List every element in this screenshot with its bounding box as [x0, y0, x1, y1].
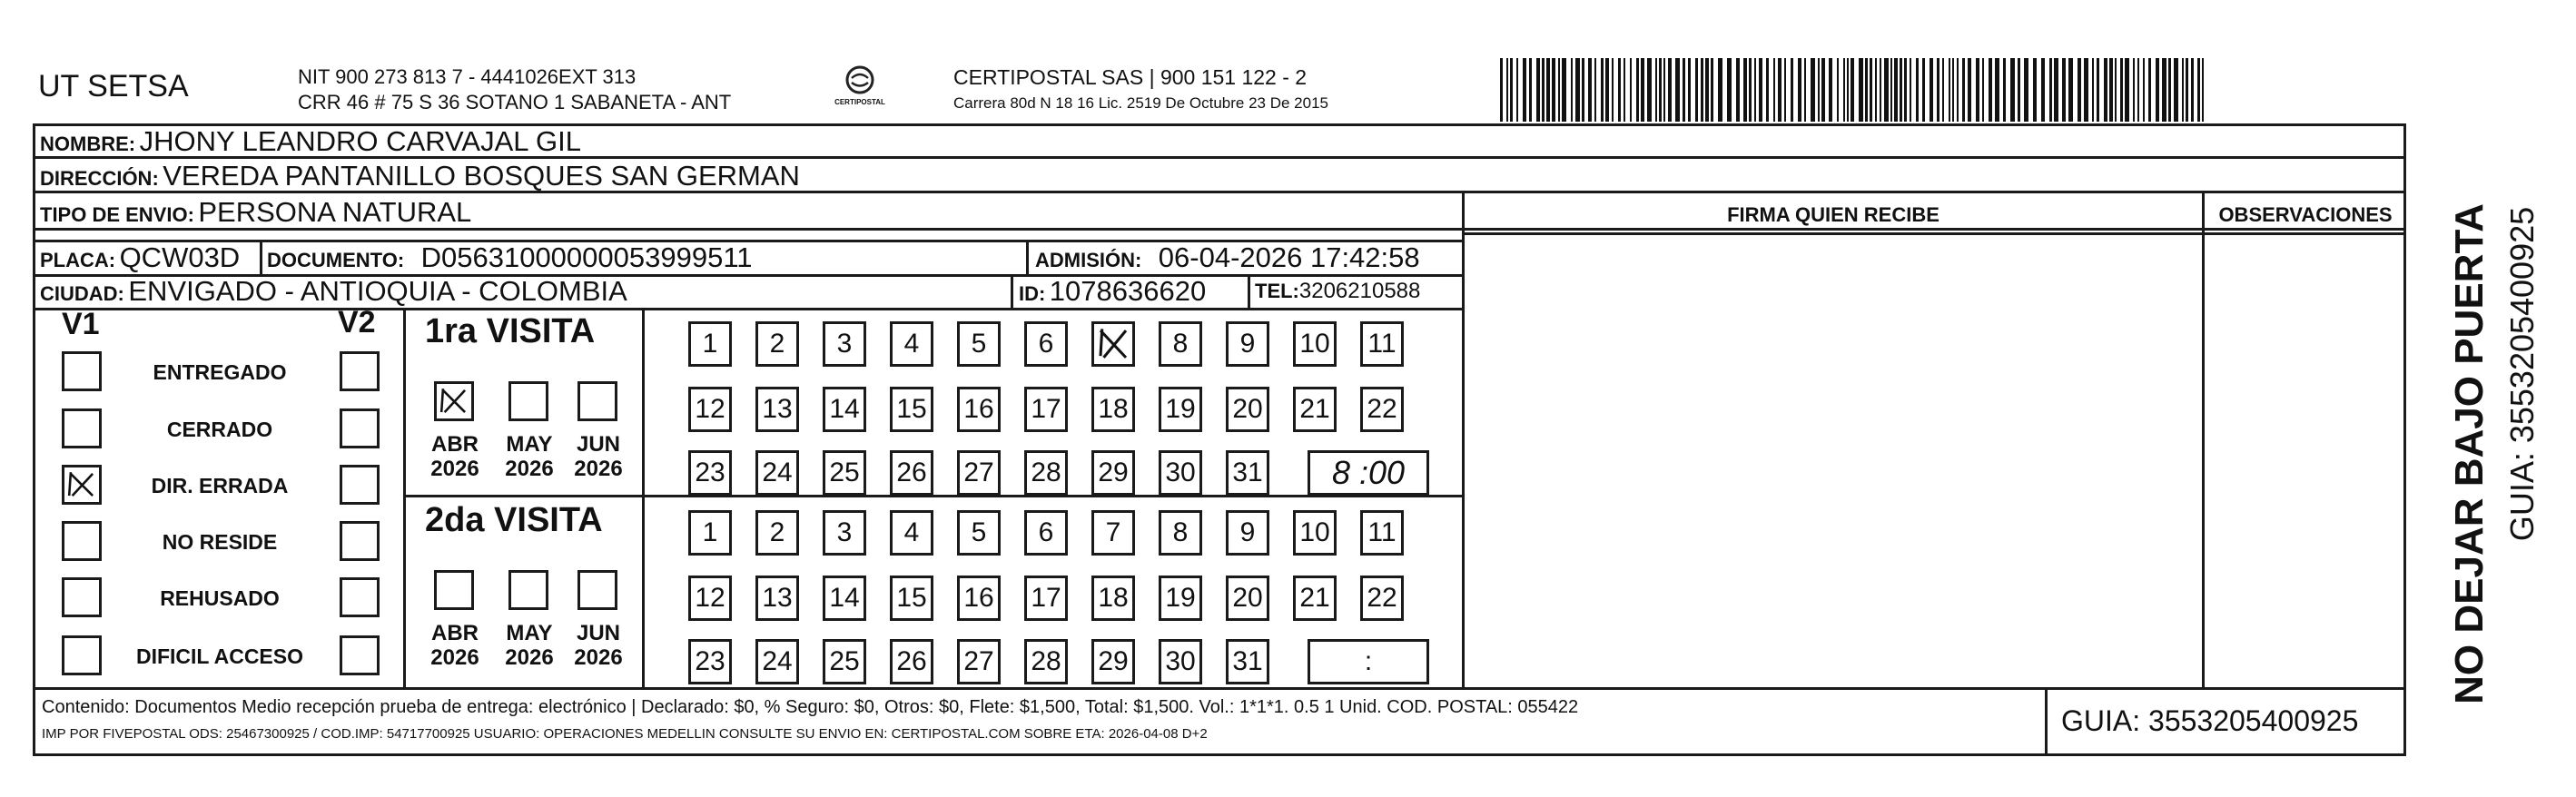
- v1-checkbox[interactable]: [62, 635, 102, 675]
- day-box[interactable]: 15: [890, 576, 933, 621]
- day-box[interactable]: 5: [957, 510, 1001, 556]
- tipo-row: [40, 196, 471, 229]
- v2-checkbox[interactable]: [340, 465, 380, 505]
- documento-value: D05631000000053999511: [420, 241, 753, 273]
- month-label: ABR 2026: [430, 621, 479, 670]
- tipo-label: TIPO DE ENVIO:: [40, 203, 194, 226]
- observations-area[interactable]: [2205, 235, 2406, 687]
- day-box[interactable]: 22: [1360, 387, 1404, 432]
- admision-label: ADMISIÓN:: [1035, 249, 1142, 271]
- day-box[interactable]: 11: [1360, 510, 1404, 556]
- day-box[interactable]: 16: [957, 387, 1001, 432]
- v1-checkbox[interactable]: [62, 577, 102, 617]
- firma-header: FIRMA QUIEN RECIBE: [1727, 203, 1939, 226]
- observaciones-header: OBSERVACIONES: [2218, 203, 2393, 226]
- day-box[interactable]: 21: [1293, 576, 1337, 621]
- day-box[interactable]: 29: [1091, 639, 1135, 684]
- admision-value: 06-04-2026 17:42:58: [1158, 241, 1420, 273]
- day-box[interactable]: 9: [1226, 321, 1269, 367]
- v1-label: V1: [62, 307, 100, 341]
- day-box[interactable]: 13: [755, 576, 799, 621]
- day-box[interactable]: 30: [1159, 450, 1202, 496]
- tel-row: [1255, 279, 1420, 304]
- side-guia: GUIA: 3553205400925: [2503, 206, 2541, 542]
- footer-contents: Contenido: Documentos Medio recepción prueba de entrega: electrónico | Declarado: $0, % Seguro: $0, Otros: $0, Flete: $1,500, Total: $1,500. Vol.: 1*1*1. 0.5 1 Unid. COD. POSTAL: 055422: [42, 697, 1579, 717]
- day-box[interactable]: 9: [1226, 510, 1269, 556]
- day-box[interactable]: 31: [1226, 639, 1269, 684]
- status-label: CERRADO: [166, 418, 273, 441]
- v2-checkbox[interactable]: [340, 635, 380, 675]
- day-box[interactable]: 16: [957, 576, 1001, 621]
- certipostal-logo: CERTIPOSTAL: [837, 64, 883, 111]
- company-name: UT SETSA: [38, 69, 189, 103]
- signature-area[interactable]: [1465, 235, 2202, 687]
- day-box[interactable]: 11: [1360, 321, 1404, 367]
- day-box[interactable]: 14: [823, 387, 866, 432]
- id-row: [1019, 275, 1206, 308]
- placa-row: [40, 241, 240, 274]
- day-box[interactable]: 31: [1226, 450, 1269, 496]
- v2-checkbox[interactable]: [340, 577, 380, 617]
- company-nit: NIT 900 273 813 7 - 4441026EXT 313: [298, 65, 637, 88]
- day-box[interactable]: 6: [1024, 321, 1068, 367]
- day-box[interactable]: 2: [755, 321, 799, 367]
- company-address: CRR 46 # 75 S 36 SOTANO 1 SABANETA - ANT: [298, 91, 732, 113]
- footer-guia: GUIA: 3553205400925: [2061, 704, 2359, 737]
- month-checkbox[interactable]: [508, 570, 548, 610]
- day-box[interactable]: 22: [1360, 576, 1404, 621]
- day-box[interactable]: [1091, 321, 1135, 367]
- day-box[interactable]: 14: [823, 576, 866, 621]
- placa-label: PLACA:: [40, 249, 116, 271]
- no-dejar-bajo-puerta: NO DEJAR BAJO PUERTA: [2447, 203, 2492, 704]
- id-label: ID:: [1019, 282, 1046, 305]
- day-box[interactable]: 10: [1293, 321, 1337, 367]
- day-box[interactable]: 8: [1159, 510, 1202, 556]
- day-box[interactable]: 2: [755, 510, 799, 556]
- direccion-row: [40, 160, 800, 192]
- tipo-value: PERSONA NATURAL: [198, 196, 472, 228]
- day-box[interactable]: 4: [890, 510, 933, 556]
- day-box[interactable]: 23: [688, 639, 732, 684]
- day-box[interactable]: 27: [957, 639, 1001, 684]
- day-box[interactable]: 28: [1024, 639, 1068, 684]
- month-checkbox[interactable]: [434, 381, 474, 421]
- day-box[interactable]: 17: [1024, 387, 1068, 432]
- v2-label: V2: [338, 305, 376, 339]
- day-box[interactable]: 20: [1226, 576, 1269, 621]
- direccion-label: DIRECCIÓN:: [40, 167, 159, 190]
- day-box[interactable]: 25: [823, 639, 866, 684]
- day-box[interactable]: 10: [1293, 510, 1337, 556]
- day-box[interactable]: 20: [1226, 387, 1269, 432]
- footer-imp: IMP POR FIVEPOSTAL ODS: 25467300925 / COD.IMP: 54717700925 USUARIO: OPERACIONES MEDELLIN CONSULTE SU ENVIO EN: CERTIPOSTAL.COM SOBRE ETA: 2026-04-08 D+2: [42, 726, 1208, 742]
- status-label: ENTREGADO: [153, 360, 287, 384]
- tel-label: TEL:: [1255, 280, 1299, 302]
- ciudad-label: CIUDAD:: [40, 282, 124, 305]
- documento-row: [267, 241, 753, 274]
- nombre-label: NOMBRE:: [40, 133, 136, 155]
- day-box[interactable]: 27: [957, 450, 1001, 496]
- day-box[interactable]: 28: [1024, 450, 1068, 496]
- id-value: 1078636620: [1049, 275, 1207, 307]
- status-label: DIFICIL ACCESO: [135, 644, 303, 668]
- month-label: JUN 2026: [574, 621, 623, 670]
- ciudad-value: ENVIGADO - ANTIOQUIA - COLOMBIA: [128, 275, 627, 307]
- tel-value: 3206210588: [1298, 279, 1421, 303]
- day-box[interactable]: 26: [890, 639, 933, 684]
- v1-checkbox[interactable]: [62, 351, 102, 391]
- time-box[interactable]: 8 :00: [1308, 450, 1429, 496]
- month-label: MAY 2026: [505, 621, 554, 670]
- certipostal-line1: CERTIPOSTAL SAS | 900 151 122 - 2: [953, 65, 1308, 89]
- month-checkbox[interactable]: [434, 570, 474, 610]
- day-box[interactable]: 7: [1091, 510, 1135, 556]
- ciudad-row: [40, 275, 627, 308]
- certipostal-line2: Carrera 80d N 18 16 Lic. 2519 De Octubre 23 De 2015: [953, 94, 1328, 112]
- month-checkbox[interactable]: [577, 381, 617, 421]
- status-label: DIR. ERRADA: [151, 474, 289, 497]
- day-box[interactable]: 18: [1091, 387, 1135, 432]
- status-label: REHUSADO: [160, 586, 280, 610]
- day-box[interactable]: 19: [1159, 387, 1202, 432]
- v1-checkbox[interactable]: [62, 465, 102, 505]
- day-box[interactable]: 24: [755, 639, 799, 684]
- day-box[interactable]: 25: [823, 450, 866, 496]
- day-box[interactable]: 3: [823, 510, 866, 556]
- day-box[interactable]: 24: [755, 450, 799, 496]
- day-box[interactable]: 26: [890, 450, 933, 496]
- visit-title: 2da VISITA: [425, 501, 603, 539]
- day-box[interactable]: 19: [1159, 576, 1202, 621]
- day-box[interactable]: 15: [890, 387, 933, 432]
- month-label: ABR 2026: [430, 432, 479, 481]
- day-box[interactable]: 18: [1091, 576, 1135, 621]
- day-box[interactable]: 13: [755, 387, 799, 432]
- v2-checkbox[interactable]: [340, 351, 380, 391]
- placa-value: QCW03D: [119, 241, 241, 273]
- day-box[interactable]: 30: [1159, 639, 1202, 684]
- day-box[interactable]: 8: [1159, 321, 1202, 367]
- month-label: MAY 2026: [505, 432, 554, 481]
- nombre-row: [40, 125, 581, 158]
- day-box[interactable]: 29: [1091, 450, 1135, 496]
- month-label: JUN 2026: [574, 432, 623, 481]
- day-box[interactable]: 1: [688, 510, 732, 556]
- day-box[interactable]: 6: [1024, 510, 1068, 556]
- day-box[interactable]: 1: [688, 321, 732, 367]
- status-label: NO RESIDE: [162, 530, 278, 554]
- day-box[interactable]: 21: [1293, 387, 1337, 432]
- v1-checkbox[interactable]: [62, 408, 102, 448]
- v2-checkbox[interactable]: [340, 408, 380, 448]
- visit-title: 1ra VISITA: [425, 312, 596, 350]
- v2-checkbox[interactable]: [340, 521, 380, 561]
- admision-row: [1035, 241, 1420, 274]
- day-box[interactable]: 12: [688, 576, 732, 621]
- v1-checkbox[interactable]: [62, 521, 102, 561]
- day-box[interactable]: 12: [688, 387, 732, 432]
- direccion-value: VEREDA PANTANILLO BOSQUES SAN GERMAN: [163, 160, 800, 192]
- time-box[interactable]: :: [1308, 639, 1429, 684]
- month-checkbox[interactable]: [577, 570, 617, 610]
- day-box[interactable]: 4: [890, 321, 933, 367]
- day-box[interactable]: 23: [688, 450, 732, 496]
- nombre-value: JHONY LEANDRO CARVAJAL GIL: [139, 125, 581, 157]
- day-box[interactable]: 5: [957, 321, 1001, 367]
- barcode: [1500, 58, 2208, 122]
- month-checkbox[interactable]: [508, 381, 548, 421]
- documento-label: DOCUMENTO:: [267, 249, 405, 271]
- day-box[interactable]: 17: [1024, 576, 1068, 621]
- day-box[interactable]: 3: [823, 321, 866, 367]
